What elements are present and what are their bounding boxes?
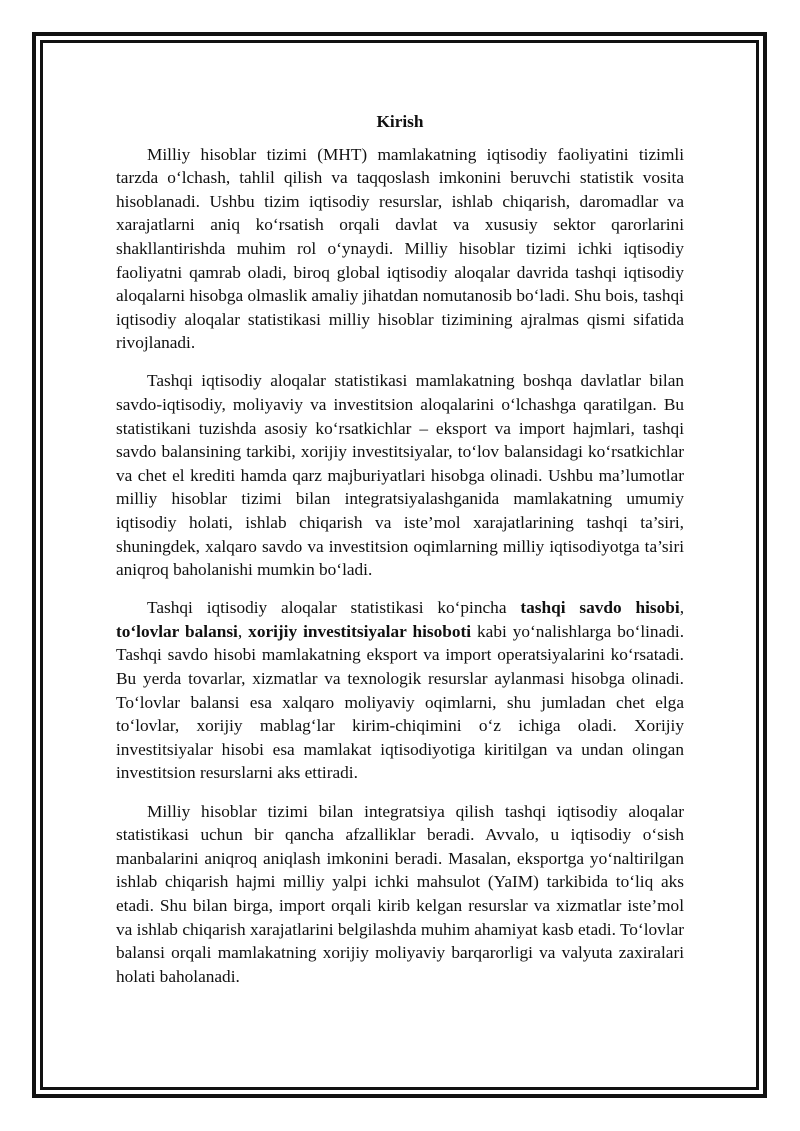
paragraph-4: Milliy hisoblar tizimi bilan integratsiya qilish tashqi iqtisodiy aloqalar statistikasi uchun bir qancha afzalliklar beradi. Avvalo, u iqtisodiy o‘sish manbalarini aniqroq aniqlash imkonini beradi. Masalan, eksportga yo‘naltirilgan ishlab chiqarish hajmi milliy yalpi ichki mahsulot (YaIM) tarkibida to‘liq aks etadi. Shu bilan birga, import orqali kirib kelgan resurslar va xizmatlar iste’mol va ishlab chiqarish xarajatlarini belgilashda muhim ahamiyat kasb etadi. To‘lovlar balansi orqali mamlakatning xorijiy moliyaviy barqarorligi va valyuta zaxiralari holati baholanadi.	[116, 801, 684, 986]
term-tashqi-savdo-hisobi: tashqi savdo hisobi	[520, 598, 680, 618]
paragraph-3-intro: Tashqi iqtisodiy aloqalar statistikasi ko‘pincha	[147, 598, 521, 618]
document-body	[116, 110, 684, 1003]
paragraph-3-rest: kabi yo‘nalishlarga bo‘linadi. Tashqi savdo hisobi mamlakatning eksport va import operatsiyalarini ko‘rsatadi. Bu yerda tovarlar, xizmatlar va texnologik resurslar aylanmasi hisobga olinadi. To‘lovlar balansi esa xalqaro moliyaviy oqimlarni, shu jumladan chet elga to‘lovlar, xorijiy mablag‘lar kirim-chiqimini o‘z ichiga oladi. Xorijiy investitsiyalar hisobi esa mamlakat iqtisodiyotiga kiritilgan va undan olingan investitsion resurslarni aks ettiradi.	[116, 621, 685, 783]
term-tolovlar-balansi: to‘lovlar balansi	[116, 621, 238, 641]
paragraph-3	[116, 596, 684, 785]
paragraph-2: Tashqi iqtisodiy aloqalar statistikasi mamlakatning boshqa davlatlar bilan savdo-iqtisodiy, moliyaviy va investitsion aloqalarini o‘lchashga qaratilgan. Bu statistikani tuzishda asosiy ko‘rsatkichlar – eksport va import hajmlari, tashqi savdo balansining tarkibi, xorijiy investitsiyalar, to‘lov balansidagi ko‘rsatkichlar va chet el krediti hamda qarz majburiyatlari hisobga olinadi. Ushbu ma’lumotlar milliy hisoblar tizimi bilan integratsiyalashganida mamlakatning umumiy iqtisodiy holati, ishlab chiqarish va iste’mol xarajatlarining tashqi ta’siri, shuningdek, xalqaro savdo va investitsion oqimlarning milliy iqtisodiyotga ta’siri aniqroq baholanishi mumkin bo‘ladi.	[116, 371, 684, 580]
separator: ,	[237, 621, 249, 641]
term-xorijiy-investitsiyalar-hisoboti: xorijiy investitsiyalar hisoboti	[248, 621, 472, 641]
paragraph-1: Milliy hisoblar tizimi (MHT) mamlakatning iqtisodiy faoliyatini tizimli tarzda o‘lchash, tahlil qilish va taqqoslash imkonini beruvchi statistik vosita hisoblanadi. Ushbu tizim iqtisodiy resurslar, ishlab chiqarish, daromadlar va xarajatlarni aniq ko‘rsatish orqali davlat va xususiy sektor qarorlarini shakllantirishda muhim rol o‘ynaydi. Milliy hisoblar tizimi ichki iqtisodiy faoliyatni qamrab oladi, biroq global iqtisodiy aloqalar davrida tashqi iqtisodiy aloqalarni hisobga olmaslik amaliy jihatdan nomutanosib bo‘ladi. Shu bois, tashqi iqtisodiy aloqalar statistikasi milliy hisoblar tizimining ajralmas qismi sifatida rivojlanadi.	[116, 144, 684, 353]
separator: ,	[679, 598, 685, 618]
document-title: Kirish	[376, 112, 424, 131]
